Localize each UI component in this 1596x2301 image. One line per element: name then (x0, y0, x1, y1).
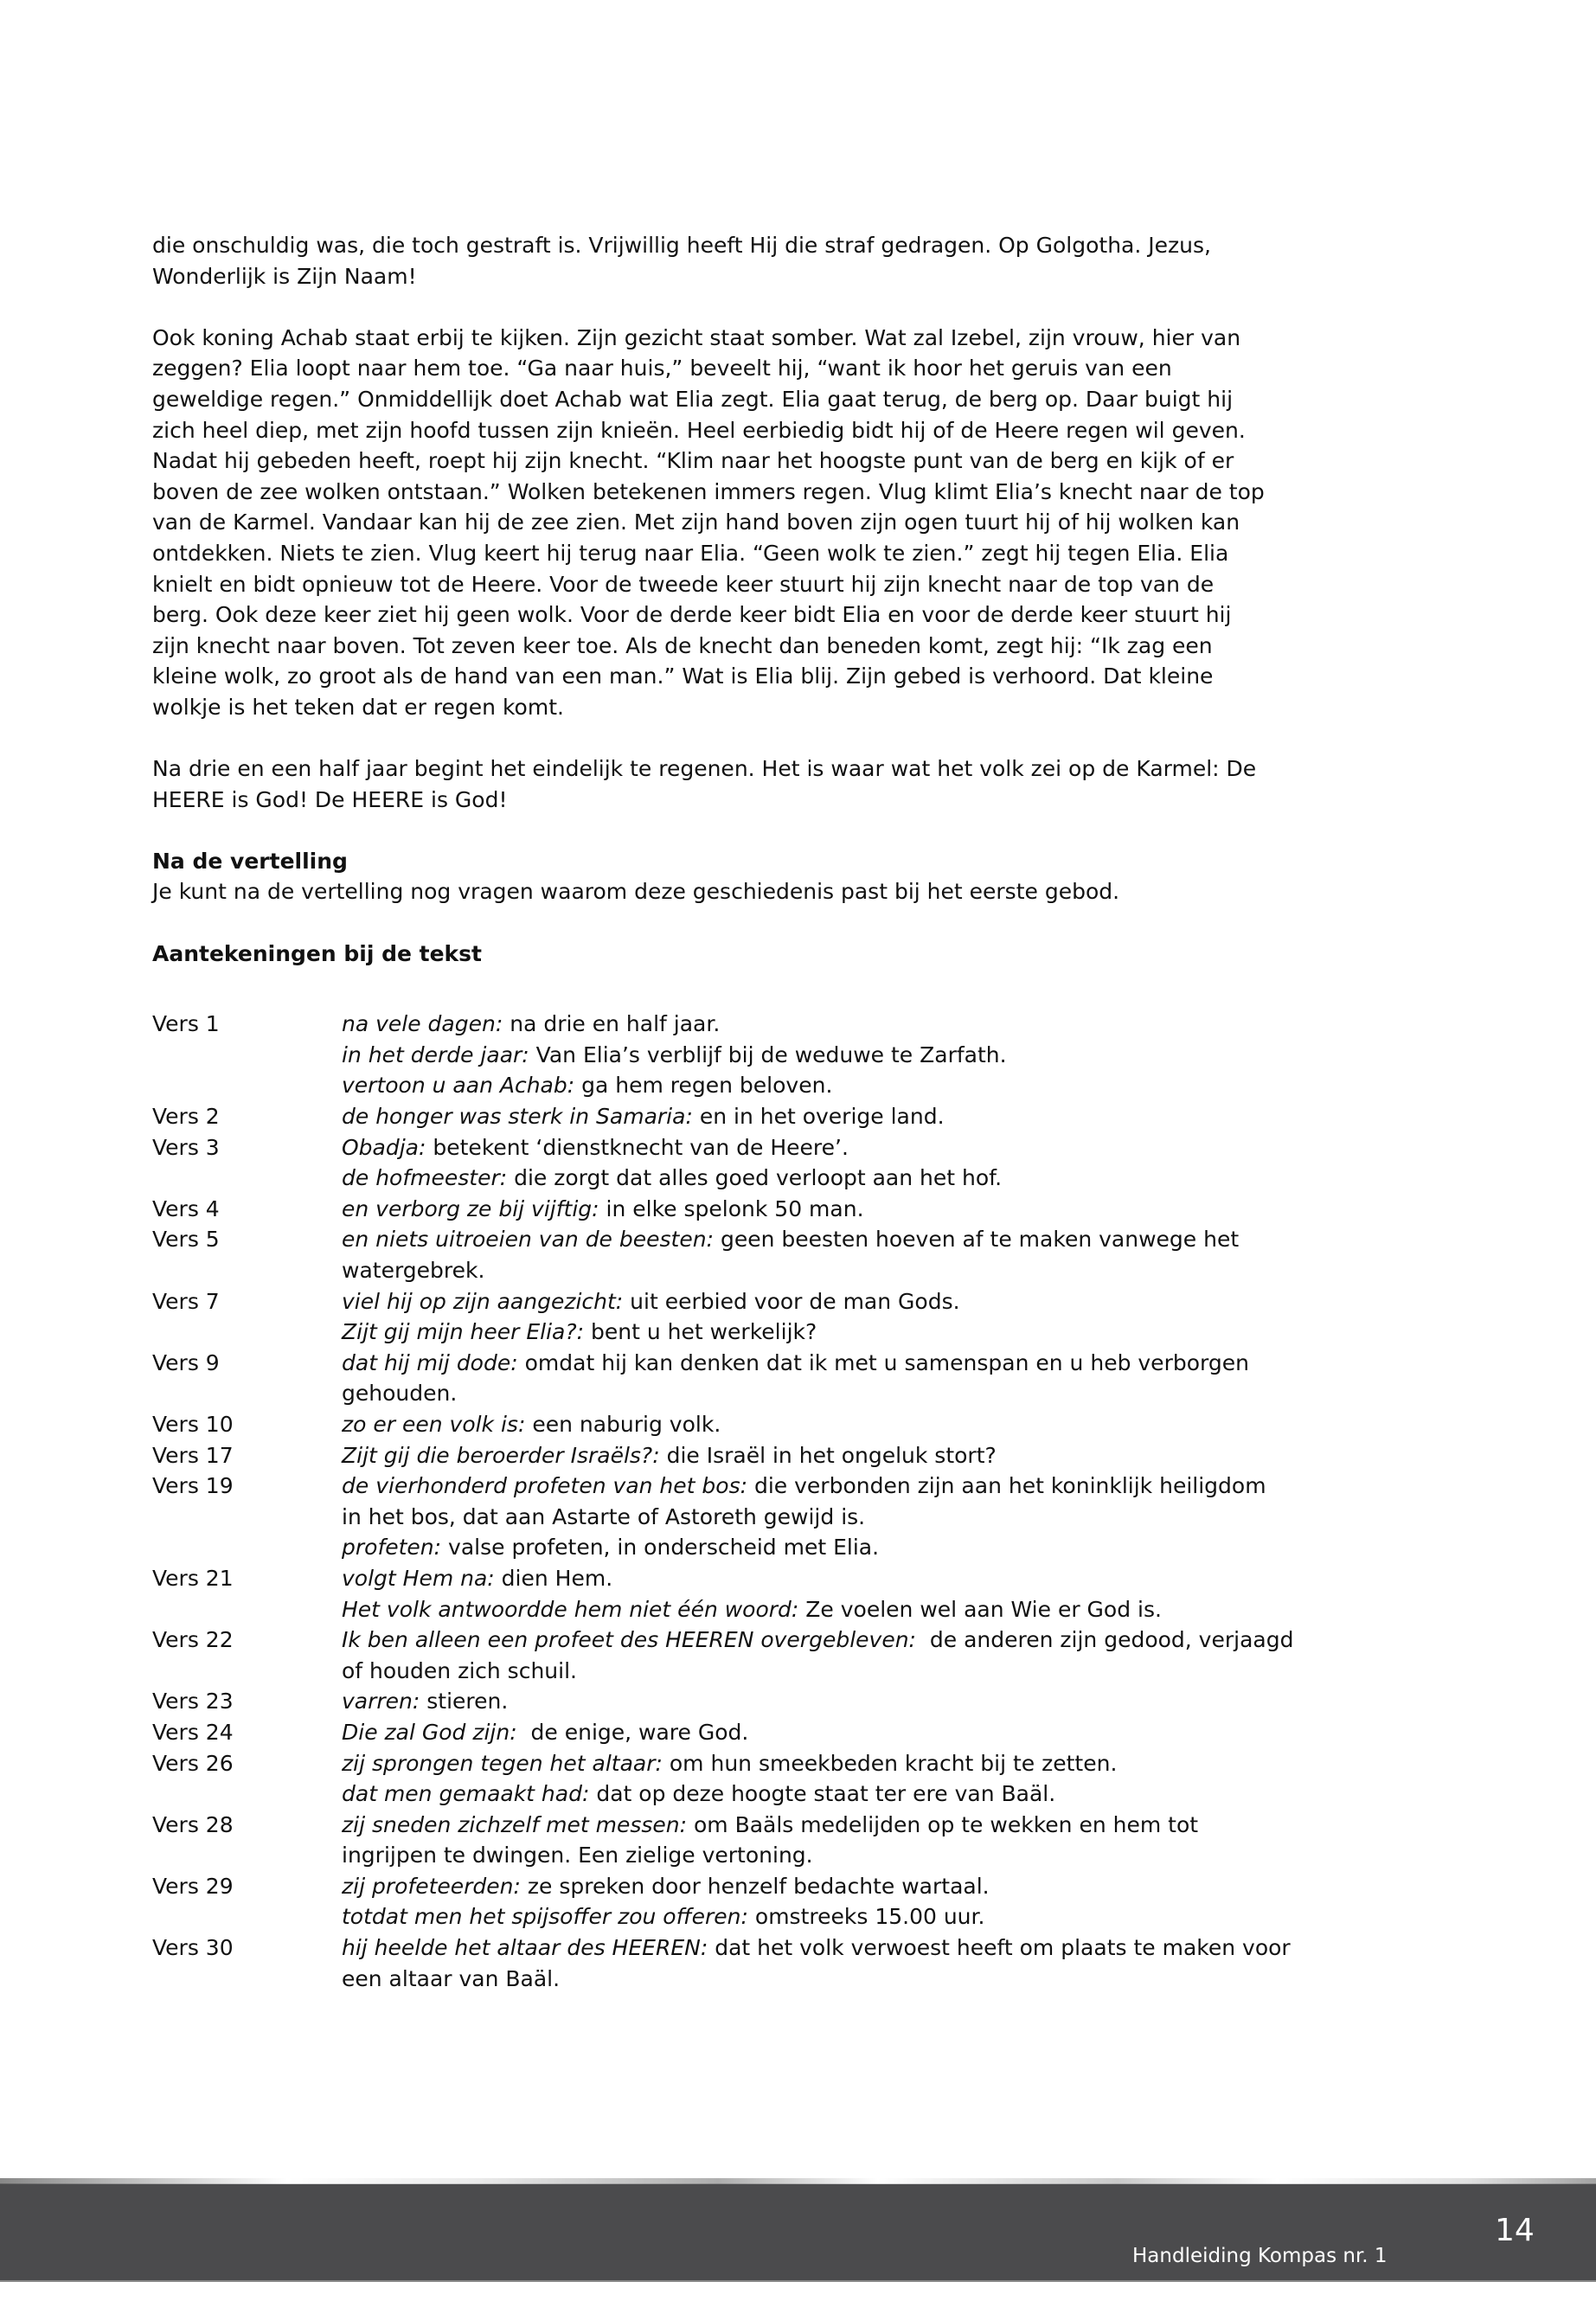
note-explanation: stieren. (420, 1689, 509, 1715)
note-term: viel hij op zijn aangezicht: (342, 1288, 624, 1314)
story-line: zich heel diep, met zijn hoofd tussen zijn knieën. Heel eerbiedig bidt hij of de Heere regen wil geven. (152, 417, 1246, 443)
note-line (342, 1224, 1398, 1255)
verse-label: Vers 30 (152, 1935, 234, 1961)
note-line (342, 1932, 1398, 1964)
story-line: geweldige regen.” Onmiddellijk doet Achab wat Elia zegt. Elia gaat terug, de berg op. Daar buigt hij (152, 386, 1234, 412)
note-line (342, 1625, 1398, 1656)
note-term: dat men gemaakt had: (342, 1781, 590, 1807)
note-line (342, 1009, 1398, 1040)
note-line (342, 1255, 1398, 1286)
note-line (342, 1656, 1398, 1687)
story-line: zeggen? Elia loopt naar hem toe. “Ga naar huis,” beveelt hij, “want ik hoor het geruis van een (152, 356, 1172, 381)
note-line (342, 1686, 1398, 1717)
note-explanation: Ze voelen wel aan Wie er God is. (798, 1596, 1162, 1622)
note-explanation: uit eerbied voor de man Gods. (623, 1288, 960, 1314)
note-row (152, 1286, 1398, 1348)
story-line: zijn knecht naar boven. Tot zeven keer toe. Als de knecht dan beneden komt, zegt hij: “Ik zag een (152, 632, 1213, 658)
note-explanation: valse profeten, in onderscheid met Elia. (441, 1535, 880, 1561)
note-term: Zijt gij die beroerder Israëls?: (342, 1442, 660, 1468)
note-explanation: na drie en half jaar. (503, 1011, 721, 1037)
notes-heading-wrap (152, 939, 1398, 970)
note-explanation: betekent ‘dienstknecht van de Heere’. (426, 1134, 849, 1160)
page-content (152, 230, 1398, 1994)
note-line (342, 1132, 1398, 1163)
story-line: kleine wolk, zo groot als de hand van een man.” Wat is Elia blij. Zijn gebed is verhoord. Dat kleine (152, 663, 1214, 689)
story-line: ontdekken. Niets te zien. Vlug keert hij terug naar Elia. “Geen wolk te zien.” zegt hij tegen Elia. Elia (152, 540, 1229, 566)
note-explanation: de enige, ware God. (516, 1719, 749, 1745)
note-body (342, 1563, 1398, 1625)
story-line: berg. Ook deze keer ziet hij geen wolk. Voor de derde keer bidt Elia en voor de derde keer stuurt hij (152, 602, 1232, 628)
note-term: en niets uitroeien van de beesten: (342, 1227, 714, 1253)
note-row (152, 1748, 1398, 1810)
note-term: Het volk antwoordde hem niet één woord: (342, 1596, 799, 1622)
note-row (152, 1409, 1398, 1440)
verse-label: Vers 21 (152, 1565, 234, 1591)
verse-label: Vers 19 (152, 1473, 234, 1499)
note-row (152, 1625, 1398, 1686)
verse-label: Vers 23 (152, 1689, 234, 1715)
note-line (342, 1440, 1398, 1471)
note-row (152, 1563, 1398, 1625)
note-explanation: dien Hem. (494, 1565, 613, 1591)
story-line: van de Karmel. Vandaar kan hij de zee zien. Met zijn hand boven zijn ogen tuurt hij of hij wolken kan (152, 510, 1240, 535)
note-line (342, 1471, 1398, 1502)
story-line: boven de zee wolken ontstaan.” Wolken betekenen immers regen. Vlug klimt Elia’s knecht naar de top (152, 478, 1265, 504)
note-term: hij heelde het altaar des HEEREN: (342, 1935, 708, 1961)
story-line: Na drie en een half jaar begint het eindelijk te regenen. Het is waar wat het volk zei op de Karmel: De (152, 756, 1257, 782)
note-line (342, 1563, 1398, 1594)
verse-label: Vers 2 (152, 1104, 220, 1130)
note-term: Obadja: (342, 1134, 426, 1160)
note-explanation: Van Elia’s verblijf bij de weduwe te Zarfath. (529, 1042, 1007, 1067)
footer-title: Handleiding Kompas nr. 1 (1132, 2245, 1388, 2267)
story-paragraph (152, 753, 1398, 815)
verse-label: Vers 24 (152, 1719, 234, 1745)
note-row (152, 1101, 1398, 1132)
note-body (342, 1101, 1398, 1132)
note-term: de honger was sterk in Samaria: (342, 1104, 693, 1130)
story-line: HEERE is God! De HEERE is God! (152, 786, 508, 812)
note-explanation: ga hem regen beloven. (574, 1073, 833, 1099)
story-line: wolkje is het teken dat er regen komt. (152, 694, 564, 720)
note-line (342, 1317, 1398, 1348)
note-row (152, 1686, 1398, 1717)
note-row (152, 1810, 1398, 1871)
note-body (342, 1871, 1398, 1932)
note-term: vertoon u aan Achab: (342, 1073, 575, 1099)
after-story-heading: Na de vertelling (152, 848, 348, 874)
note-row (152, 1440, 1398, 1471)
verse-label: Vers 4 (152, 1195, 220, 1221)
note-line (342, 1409, 1398, 1440)
story-line: knielt en bidt opnieuw tot de Heere. Voor de tweede keer stuurt hij zijn knecht naar de top van de (152, 571, 1215, 597)
note-row (152, 1717, 1398, 1748)
note-body (342, 1810, 1398, 1871)
note-term: volgt Hem na: (342, 1565, 495, 1591)
note-term: zij sprongen tegen het altaar: (342, 1750, 663, 1776)
story-paragraph (152, 230, 1398, 292)
story-line: Nadat hij gebeden heeft, roept hij zijn knecht. “Klim naar het hoogste punt van de berg en kijk of er (152, 448, 1234, 474)
verse-label: Vers 28 (152, 1811, 234, 1837)
note-term: zo er een volk is: (342, 1411, 526, 1437)
note-body (342, 1717, 1398, 1748)
note-line (342, 1810, 1398, 1841)
note-line (342, 1748, 1398, 1779)
story-text (152, 230, 1398, 815)
notes-list (152, 1009, 1398, 1994)
note-explanation: om hun smeekbeden kracht bij te zetten. (662, 1750, 1118, 1776)
note-line (342, 1901, 1398, 1932)
note-term: Ik ben alleen een profeet des HEEREN overgebleven: (342, 1627, 916, 1653)
note-explanation: bent u het werkelijk? (584, 1319, 817, 1345)
note-body (342, 1471, 1398, 1563)
note-line (342, 1101, 1398, 1132)
note-explanation: ingrijpen te dwingen. Een zielige vertoning. (342, 1843, 813, 1868)
note-line (342, 1194, 1398, 1225)
note-row (152, 1224, 1398, 1285)
note-line (342, 1348, 1398, 1379)
note-body (342, 1194, 1398, 1225)
note-explanation: dat het volk verwoest heeft om plaats te maken voor (708, 1935, 1291, 1961)
verse-label: Vers 22 (152, 1627, 234, 1653)
note-term: zij profeteerden: (342, 1873, 521, 1899)
story-line: Ook koning Achab staat erbij te kijken. Zijn gezicht staat somber. Wat zal Izebel, zijn vrouw, hier van (152, 324, 1241, 350)
note-explanation: gehouden. (342, 1381, 458, 1407)
notes-heading: Aantekeningen bij de tekst (152, 940, 483, 966)
note-line (342, 1779, 1398, 1810)
note-line (342, 1070, 1398, 1101)
note-line (342, 1040, 1398, 1071)
verse-label: Vers 26 (152, 1750, 234, 1776)
note-explanation: en in het overige land. (692, 1104, 945, 1130)
note-explanation: of houden zich schuil. (342, 1657, 577, 1683)
note-explanation: die zorgt dat alles goed verloopt aan het hof. (507, 1165, 1003, 1191)
note-row (152, 1348, 1398, 1409)
verse-label: Vers 29 (152, 1873, 234, 1899)
note-line (342, 1502, 1398, 1533)
note-body (342, 1440, 1398, 1471)
verse-label: Vers 17 (152, 1442, 234, 1468)
note-row (152, 1471, 1398, 1563)
note-term: in het derde jaar: (342, 1042, 529, 1067)
verse-label: Vers 3 (152, 1134, 220, 1160)
note-row (152, 1009, 1398, 1101)
note-explanation: omstreeks 15.00 uur. (747, 1904, 985, 1930)
verse-label: Vers 5 (152, 1227, 220, 1253)
note-body (342, 1009, 1398, 1101)
note-line (342, 1871, 1398, 1902)
page-number: 14 (1495, 2213, 1535, 2248)
note-explanation: in elke spelonk 50 man. (599, 1195, 864, 1221)
note-body (342, 1409, 1398, 1440)
after-story-section (152, 846, 1398, 907)
note-term: profeten: (342, 1535, 442, 1561)
note-term: Zijt gij mijn heer Elia?: (342, 1319, 585, 1345)
note-body (342, 1286, 1398, 1348)
verse-label: Vers 1 (152, 1011, 220, 1037)
note-line (342, 1840, 1398, 1871)
note-row (152, 1194, 1398, 1225)
note-explanation: een altaar van Baäl. (342, 1965, 561, 1991)
note-row (152, 1132, 1398, 1194)
note-body (342, 1348, 1398, 1409)
note-term: de hofmeester: (342, 1165, 508, 1191)
note-explanation: in het bos, dat aan Astarte of Astoreth gewijd is. (342, 1503, 866, 1529)
note-row (152, 1932, 1398, 1994)
note-body (342, 1686, 1398, 1717)
note-term: totdat men het spijsoffer zou offeren: (342, 1904, 748, 1930)
note-line (342, 1532, 1398, 1563)
verse-label: Vers 7 (152, 1288, 220, 1314)
note-body (342, 1625, 1398, 1686)
note-term: na vele dagen: (342, 1011, 503, 1037)
note-body (342, 1224, 1398, 1285)
note-line (342, 1594, 1398, 1625)
note-line (342, 1717, 1398, 1748)
note-explanation: die Israël in het ongeluk stort? (659, 1442, 997, 1468)
note-line (342, 1163, 1398, 1194)
story-paragraph (152, 323, 1398, 723)
note-term: dat hij mij dode: (342, 1349, 518, 1375)
note-explanation: watergebrek. (342, 1258, 485, 1283)
note-body (342, 1932, 1398, 1994)
note-term: varren: (342, 1689, 420, 1715)
note-term: Die zal God zijn: (342, 1719, 517, 1745)
note-row (152, 1871, 1398, 1932)
note-body (342, 1132, 1398, 1194)
note-explanation: dat op deze hoogte staat ter ere van Baäl. (589, 1781, 1056, 1807)
note-term: de vierhonderd profeten van het bos: (342, 1473, 748, 1499)
note-explanation: geen beesten hoeven af te maken vanwege het (714, 1227, 1240, 1253)
note-explanation: om Baäls medelijden op te wekken en hem tot (687, 1811, 1199, 1837)
note-explanation: ze spreken door henzelf bedachte wartaal. (520, 1873, 990, 1899)
note-term: zij sneden zichzelf met messen: (342, 1811, 688, 1837)
verse-label: Vers 9 (152, 1349, 220, 1375)
verse-label: Vers 10 (152, 1411, 234, 1437)
note-explanation: die verbonden zijn aan het koninklijk heiligdom (747, 1473, 1266, 1499)
note-explanation: de anderen zijn gedood, verjaagd (915, 1627, 1294, 1653)
note-line (342, 1286, 1398, 1317)
after-story-text: Je kunt na de vertelling nog vragen waarom deze geschiedenis past bij het eerste gebod. (152, 879, 1120, 905)
story-line: Wonderlijk is Zijn Naam! (152, 263, 417, 289)
story-line: die onschuldig was, die toch gestraft is. Vrijwillig heeft Hij die straf gedragen. Op Golgotha. Jezus, (152, 233, 1211, 258)
note-term: en verborg ze bij vijftig: (342, 1195, 599, 1221)
note-explanation: een naburig volk. (525, 1411, 721, 1437)
note-body (342, 1748, 1398, 1810)
note-explanation: omdat hij kan denken dat ik met u samenspan en u heb verborgen (517, 1349, 1249, 1375)
note-line (342, 1964, 1398, 1995)
note-line (342, 1378, 1398, 1409)
